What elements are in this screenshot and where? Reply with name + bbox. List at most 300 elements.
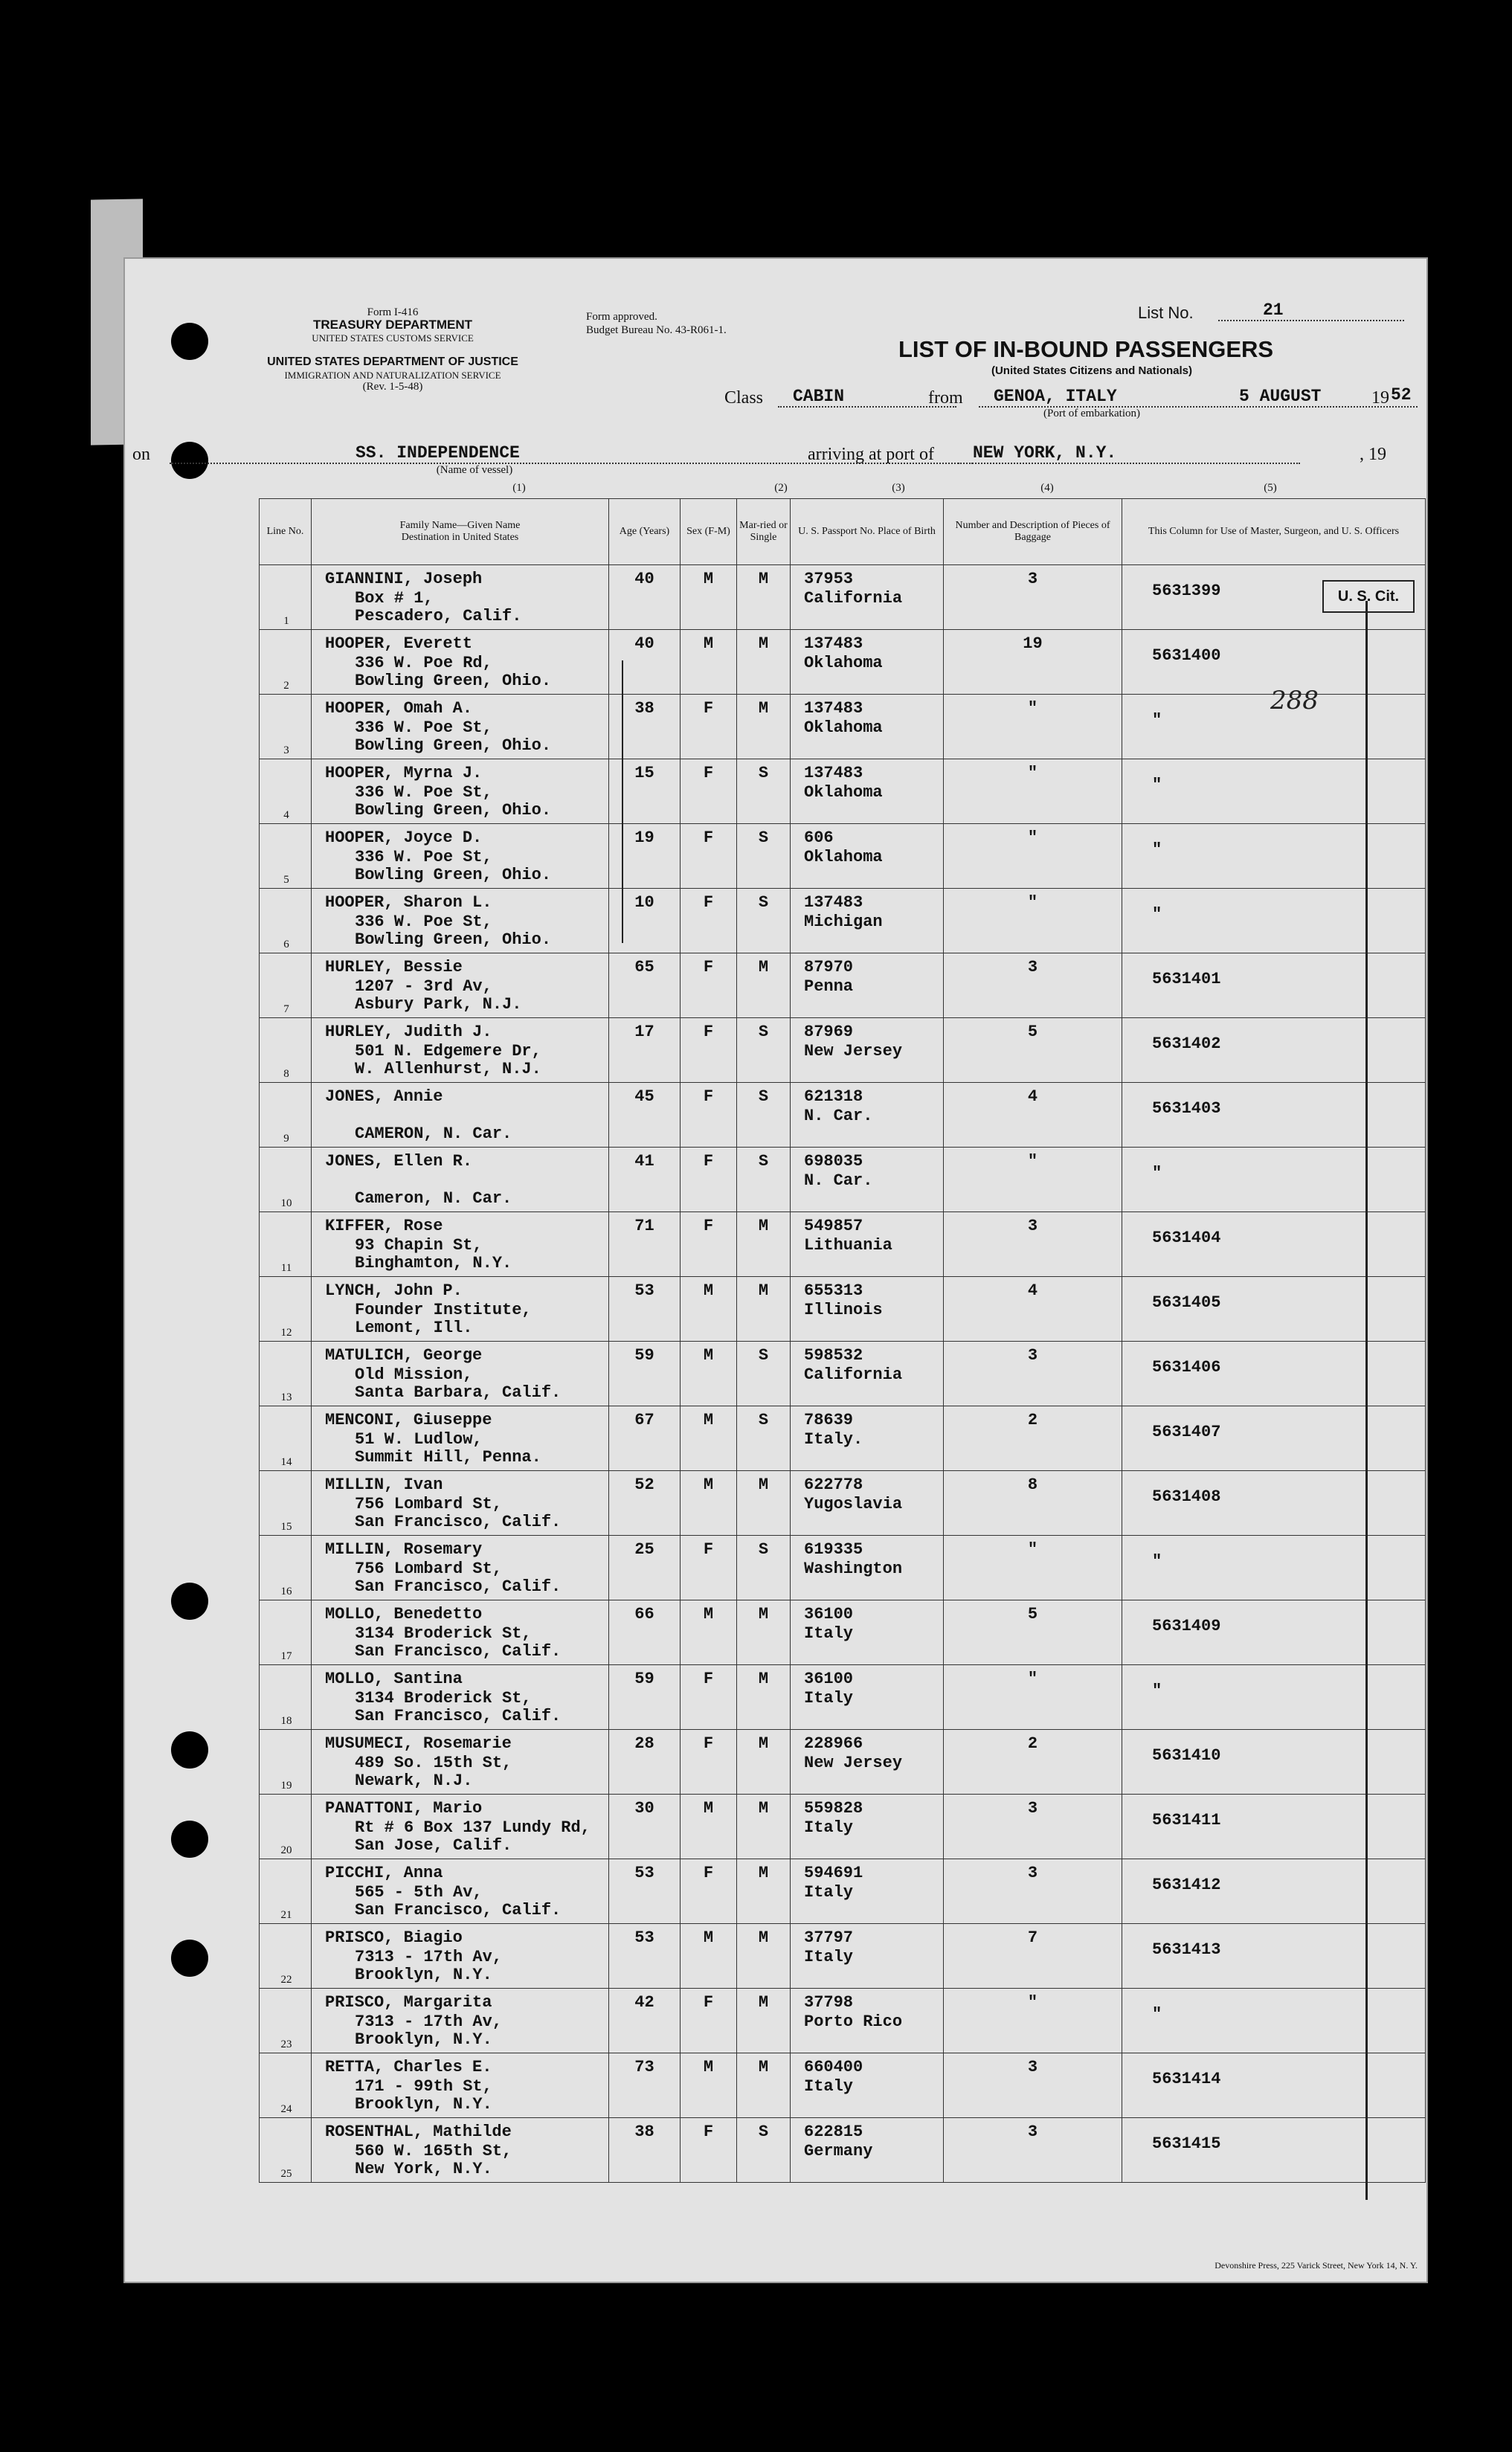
- line-number: 14: [280, 1456, 292, 1468]
- place-of-birth: Oklahoma: [804, 848, 883, 866]
- baggage-cell: [944, 630, 1122, 695]
- marital-status: S: [758, 1540, 769, 1559]
- form-approved: Form approved.: [586, 311, 657, 323]
- line-number: 18: [280, 1715, 292, 1727]
- place-of-birth: Lithuania: [804, 1236, 892, 1255]
- passport-number: 87969: [804, 1023, 854, 1041]
- baggage-count: 5: [1027, 1605, 1038, 1624]
- address-line-1: 336 W. Poe St,: [355, 783, 492, 802]
- place-of-birth: Italy: [804, 1883, 854, 1902]
- baggage-count: 3: [1027, 2058, 1038, 2076]
- passport-cell: [791, 1342, 944, 1406]
- passport-number: 37798: [804, 1993, 854, 2012]
- marital-cell: [737, 1342, 791, 1406]
- sex-cell: [681, 695, 737, 759]
- officer-number: 5631412: [1152, 1876, 1221, 1894]
- sex-cell: [681, 1471, 737, 1536]
- passenger-name: MILLIN, Rosemary: [325, 1540, 483, 1559]
- officer-number: 5631407: [1152, 1423, 1221, 1441]
- form-revision: (Rev. 1-5-48): [362, 381, 423, 393]
- name-cell: [312, 824, 609, 889]
- address-line-1: 756 Lombard St,: [355, 1495, 503, 1513]
- officer-cell: [1122, 1342, 1426, 1406]
- address-line-2: Bowling Green, Ohio.: [355, 672, 552, 690]
- name-cell: [312, 1406, 609, 1471]
- baggage-count: 3: [1027, 1346, 1038, 1365]
- marital-status: M: [758, 1476, 769, 1494]
- address-line-2: Bowling Green, Ohio.: [355, 930, 552, 949]
- sex-cell: [681, 1148, 737, 1212]
- marital-status: M: [758, 699, 769, 718]
- sex: M: [703, 1928, 714, 1947]
- officer-cell: [1122, 759, 1426, 824]
- age-cell: [609, 1730, 681, 1795]
- age-cell: [609, 695, 681, 759]
- address-line-2: Asbury Park, N.J.: [355, 995, 522, 1014]
- passport-cell: [791, 1665, 944, 1730]
- place-of-birth: Washington: [804, 1560, 903, 1578]
- sex-cell: [681, 759, 737, 824]
- marital-status: M: [758, 2058, 769, 2076]
- class-value: CABIN: [778, 387, 956, 408]
- place-of-birth: California: [804, 589, 903, 608]
- line-number: 4: [283, 809, 289, 821]
- printer-imprint: Devonshire Press, 225 Varick Street, New York 14, N. Y.: [1215, 2260, 1418, 2271]
- name-cell: [312, 953, 609, 1018]
- marital-status: S: [758, 828, 769, 847]
- line-number-cell: [260, 1989, 312, 2053]
- marital-status: M: [758, 1734, 769, 1753]
- passport-cell: [791, 1277, 944, 1342]
- baggage-count: 4: [1027, 1087, 1038, 1106]
- marital-cell: [737, 1730, 791, 1795]
- marital-status: M: [758, 634, 769, 653]
- baggage-cell: [944, 1600, 1122, 1665]
- address-line-1: 336 W. Poe St,: [355, 718, 492, 737]
- line-number-cell: [260, 1795, 312, 1859]
- marital-cell: [737, 889, 791, 953]
- address-line-1: 171 - 99th St,: [355, 2077, 492, 2096]
- line-number-cell: [260, 1148, 312, 1212]
- age: 53: [634, 1928, 654, 1947]
- baggage-cell: [944, 1665, 1122, 1730]
- passport-number: 606: [804, 828, 834, 847]
- line-number: 1: [283, 615, 289, 627]
- sex: M: [703, 1411, 714, 1429]
- marital-cell: [737, 1536, 791, 1600]
- passenger-name: KIFFER, Rose: [325, 1217, 443, 1235]
- marital-status: S: [758, 1023, 769, 1041]
- passenger-list-sheet: [125, 259, 1426, 2282]
- age-cell: [609, 1665, 681, 1730]
- marital-status: M: [758, 1928, 769, 1947]
- officer-number: 5631406: [1152, 1358, 1221, 1377]
- address-line-2: Lemont, Ill.: [355, 1319, 473, 1337]
- officer-number: 5631400: [1152, 646, 1221, 665]
- name-cell: [312, 2053, 609, 2118]
- line-number: 23: [280, 2038, 292, 2050]
- table-row: [260, 759, 1426, 824]
- col-num-4: (4): [1040, 482, 1054, 494]
- passport-cell: [791, 1600, 944, 1665]
- age-cell: [609, 1277, 681, 1342]
- sex: F: [703, 958, 714, 976]
- age: 30: [634, 1799, 654, 1818]
- age: 28: [634, 1734, 654, 1753]
- age-cell: [609, 2053, 681, 2118]
- officer-number: 5631414: [1152, 2070, 1221, 2088]
- header-sex: Sex (F-M): [681, 499, 737, 565]
- officer-cell: [1122, 1665, 1426, 1730]
- baggage-count: 2: [1027, 1734, 1038, 1753]
- age: 67: [634, 1411, 654, 1429]
- passenger-name: GIANNINI, Joseph: [325, 570, 483, 588]
- name-cell: [312, 1989, 609, 2053]
- age: 17: [634, 1023, 654, 1041]
- baggage-count: ": [1027, 893, 1038, 912]
- line-number-cell: [260, 1212, 312, 1277]
- place-of-birth: Italy: [804, 1624, 854, 1643]
- passport-number: 559828: [804, 1799, 863, 1818]
- passport-cell: [791, 565, 944, 630]
- officer-number: 5631415: [1152, 2134, 1221, 2153]
- marital-status: S: [758, 2123, 769, 2141]
- baggage-cell: [944, 695, 1122, 759]
- marital-cell: [737, 759, 791, 824]
- table-row: [260, 630, 1426, 695]
- baggage-cell: [944, 1277, 1122, 1342]
- sex-cell: [681, 1212, 737, 1277]
- passenger-name: HOOPER, Everett: [325, 634, 473, 653]
- marital-cell: [737, 1795, 791, 1859]
- table-row: [260, 1665, 1426, 1730]
- age-cell: [609, 630, 681, 695]
- officer-number: 5631409: [1152, 1617, 1221, 1635]
- passport-number: 660400: [804, 2058, 863, 2076]
- col-num-3: (3): [892, 482, 905, 494]
- passport-cell: [791, 1795, 944, 1859]
- punch-hole: [171, 1821, 208, 1858]
- line-number-cell: [260, 1730, 312, 1795]
- age: 66: [634, 1605, 654, 1624]
- address-line-1: 336 W. Poe St,: [355, 913, 492, 931]
- sex: M: [703, 634, 714, 653]
- table-row: [260, 695, 1426, 759]
- age: 10: [634, 893, 654, 912]
- baggage-cell: [944, 1083, 1122, 1148]
- age: 19: [634, 828, 654, 847]
- sex-cell: [681, 630, 737, 695]
- officer-number: 5631404: [1152, 1229, 1221, 1247]
- baggage-count: 19: [1023, 634, 1043, 653]
- age-cell: [609, 1342, 681, 1406]
- baggage-cell: [944, 889, 1122, 953]
- passport-number: 37953: [804, 570, 854, 588]
- age: 45: [634, 1087, 654, 1106]
- marital-status: S: [758, 1087, 769, 1106]
- line-number-cell: [260, 824, 312, 889]
- passport-number: 622815: [804, 2123, 863, 2141]
- sex-cell: [681, 1989, 737, 2053]
- line-number: 10: [280, 1197, 292, 1209]
- line-number-cell: [260, 953, 312, 1018]
- sex-cell: [681, 2053, 737, 2118]
- marital-cell: [737, 1989, 791, 2053]
- sex-cell: [681, 953, 737, 1018]
- line-number-cell: [260, 1471, 312, 1536]
- name-cell: [312, 889, 609, 953]
- table-row: [260, 565, 1426, 630]
- officer-cell: [1122, 1148, 1426, 1212]
- officer-cell: [1122, 1924, 1426, 1989]
- age-cell: [609, 1471, 681, 1536]
- baggage-count: 3: [1027, 958, 1038, 976]
- address-line-2: Bowling Green, Ohio.: [355, 866, 552, 884]
- page-subtitle: (United States Citizens and Nationals): [991, 364, 1193, 377]
- passport-number: 137483: [804, 699, 863, 718]
- officer-number: ": [1152, 1552, 1162, 1571]
- place-of-birth: Italy: [804, 2077, 854, 2096]
- baggage-count: ": [1027, 1540, 1038, 1559]
- from-label: from: [928, 388, 963, 408]
- place-of-birth: Italy.: [804, 1430, 863, 1449]
- address-line-2: W. Allenhurst, N.J.: [355, 1060, 541, 1078]
- sex-cell: [681, 1083, 737, 1148]
- marital-status: M: [758, 1799, 769, 1818]
- address-line-1: 7313 - 17th Av,: [355, 1948, 503, 1966]
- address-line-2: Summit Hill, Penna.: [355, 1448, 541, 1467]
- passport-number: 37797: [804, 1928, 854, 1947]
- baggage-cell: [944, 1406, 1122, 1471]
- passenger-name: HOOPER, Myrna J.: [325, 764, 483, 782]
- address-line-1: 3134 Broderick St,: [355, 1689, 532, 1708]
- passport-cell: [791, 953, 944, 1018]
- baggage-count: 3: [1027, 570, 1038, 588]
- passenger-name: ROSENTHAL, Mathilde: [325, 2123, 512, 2141]
- passenger-name: JONES, Annie: [325, 1087, 443, 1106]
- vessel-name: SS. INDEPENDENCE: [170, 443, 973, 464]
- passport-number: 655313: [804, 1281, 863, 1300]
- sex-cell: [681, 1342, 737, 1406]
- officer-number: ": [1152, 776, 1162, 794]
- sex: F: [703, 1734, 714, 1753]
- justice-dept: UNITED STATES DEPARTMENT OF JUSTICE: [267, 355, 518, 368]
- line-number: 20: [280, 1844, 292, 1856]
- address-line-2: San Francisco, Calif.: [355, 1513, 562, 1531]
- passport-cell: [791, 2118, 944, 2183]
- age: 59: [634, 1346, 654, 1365]
- header-passport: U. S. Passport No. Place of Birth: [791, 499, 944, 565]
- name-cell: [312, 630, 609, 695]
- baggage-cell: [944, 2053, 1122, 2118]
- line-number-cell: [260, 1277, 312, 1342]
- line-number-cell: [260, 1342, 312, 1406]
- baggage-cell: [944, 1859, 1122, 1924]
- officer-number: ": [1152, 711, 1162, 730]
- marital-status: M: [758, 1217, 769, 1235]
- age: 53: [634, 1864, 654, 1882]
- line-number: 13: [280, 1391, 292, 1403]
- sex-cell: [681, 1924, 737, 1989]
- sex: F: [703, 764, 714, 782]
- officer-cell: [1122, 1212, 1426, 1277]
- place-of-birth: Italy: [804, 1948, 854, 1966]
- age-cell: [609, 1148, 681, 1212]
- address-line-1: 565 - 5th Av,: [355, 1883, 483, 1902]
- baggage-cell: [944, 1148, 1122, 1212]
- passenger-name: MATULICH, George: [325, 1346, 483, 1365]
- passport-cell: [791, 1924, 944, 1989]
- officer-cell: [1122, 824, 1426, 889]
- line-number-cell: [260, 2053, 312, 2118]
- passport-number: 36100: [804, 1670, 854, 1688]
- age-cell: [609, 565, 681, 630]
- sex: F: [703, 893, 714, 912]
- table-row: [260, 1083, 1426, 1148]
- place-of-birth: Illinois: [804, 1301, 883, 1319]
- age: 38: [634, 2123, 654, 2141]
- officer-number: 5631405: [1152, 1293, 1221, 1312]
- age-cell: [609, 1989, 681, 2053]
- address-line-1: Founder Institute,: [355, 1301, 532, 1319]
- treasury-dept: TREASURY DEPARTMENT: [312, 318, 473, 332]
- address-line-1: 336 W. Poe Rd,: [355, 654, 492, 672]
- passport-cell: [791, 630, 944, 695]
- passport-number: 137483: [804, 634, 863, 653]
- line-number: 2: [283, 680, 289, 692]
- customs-service: UNITED STATES CUSTOMS SERVICE: [312, 332, 474, 344]
- line-number-cell: [260, 1600, 312, 1665]
- name-cell: [312, 1212, 609, 1277]
- line-number-cell: [260, 1018, 312, 1083]
- baggage-cell: [944, 1212, 1122, 1277]
- age: 25: [634, 1540, 654, 1559]
- sex-cell: [681, 1536, 737, 1600]
- line-number: 8: [283, 1068, 289, 1080]
- address-line-2: Brooklyn, N.Y.: [355, 2030, 492, 2049]
- address-line-1: 7313 - 17th Av,: [355, 2012, 503, 2031]
- line-number: 7: [283, 1003, 289, 1015]
- punch-hole: [171, 1731, 208, 1769]
- marital-cell: [737, 565, 791, 630]
- col-num-2: (2): [774, 482, 788, 494]
- address-line-1: 1207 - 3rd Av,: [355, 977, 492, 996]
- passenger-name: MUSUMECI, Rosemarie: [325, 1734, 512, 1753]
- passenger-table: [259, 498, 1426, 2183]
- passenger-name: HOOPER, Omah A.: [325, 699, 473, 718]
- age-cell: [609, 1924, 681, 1989]
- officer-cell: [1122, 1536, 1426, 1600]
- officer-cell: [1122, 953, 1426, 1018]
- officer-cell: [1122, 889, 1426, 953]
- place-of-birth: N. Car.: [804, 1171, 873, 1190]
- officer-cell: [1122, 1600, 1426, 1665]
- address-line-1: 51 W. Ludlow,: [355, 1430, 483, 1449]
- name-cell: [312, 1148, 609, 1212]
- line-number: 6: [283, 939, 289, 950]
- name-cell: [312, 1277, 609, 1342]
- officer-number: ": [1152, 840, 1162, 859]
- line-number-cell: [260, 1536, 312, 1600]
- line-number-cell: [260, 1665, 312, 1730]
- bracket-mark: [622, 660, 623, 943]
- age: 15: [634, 764, 654, 782]
- table-row: [260, 1859, 1426, 1924]
- line-number: 9: [283, 1133, 289, 1145]
- sex: M: [703, 2058, 714, 2076]
- table-row: [260, 824, 1426, 889]
- officer-cell: [1122, 1730, 1426, 1795]
- name-cell: [312, 1859, 609, 1924]
- baggage-cell: [944, 1924, 1122, 1989]
- passport-number: 137483: [804, 893, 863, 912]
- table-row: [260, 1148, 1426, 1212]
- punch-hole: [171, 1583, 208, 1620]
- table-row: [260, 889, 1426, 953]
- passenger-name: LYNCH, John P.: [325, 1281, 463, 1300]
- baggage-cell: [944, 2118, 1122, 2183]
- address-line-2: Cameron, N. Car.: [355, 1189, 512, 1208]
- marital-cell: [737, 1083, 791, 1148]
- passport-cell: [791, 1536, 944, 1600]
- table-row: [260, 2053, 1426, 2118]
- sex: F: [703, 1670, 714, 1688]
- age: 52: [634, 1476, 654, 1494]
- officer-number: ": [1152, 905, 1162, 924]
- sex-cell: [681, 2118, 737, 2183]
- officer-number: ": [1152, 1164, 1162, 1182]
- name-cell: [312, 1665, 609, 1730]
- officer-cell: [1122, 1795, 1426, 1859]
- name-cell: [312, 1471, 609, 1536]
- table-row: [260, 2118, 1426, 2183]
- name-cell: [312, 759, 609, 824]
- age: 42: [634, 1993, 654, 2012]
- marital-cell: [737, 824, 791, 889]
- port-caption: (Port of embarkation): [1043, 408, 1140, 419]
- header-age: Age (Years): [609, 499, 681, 565]
- line-number: 12: [280, 1327, 292, 1339]
- line-number-cell: [260, 630, 312, 695]
- sex-cell: [681, 1600, 737, 1665]
- place-of-birth: New Jersey: [804, 1042, 903, 1061]
- sex: F: [703, 1087, 714, 1106]
- vessel-caption: (Name of vessel): [436, 464, 513, 476]
- place-of-birth: Penna: [804, 977, 854, 996]
- ins-service: IMMIGRATION AND NATURALIZATION SERVICE: [284, 370, 501, 381]
- address-line-2: Brooklyn, N.Y.: [355, 2095, 492, 2114]
- address-line-1: 3134 Broderick St,: [355, 1624, 532, 1643]
- sex-cell: [681, 1795, 737, 1859]
- line-number: 25: [280, 2168, 292, 2180]
- marital-status: M: [758, 958, 769, 976]
- name-cell: [312, 1795, 609, 1859]
- line-number-cell: [260, 1924, 312, 1989]
- age: 53: [634, 1281, 654, 1300]
- marital-status: M: [758, 1864, 769, 1882]
- table-row: [260, 1342, 1426, 1406]
- officer-number: 5631403: [1152, 1099, 1221, 1118]
- sex: M: [703, 1476, 714, 1494]
- age-cell: [609, 1859, 681, 1924]
- line-number: 15: [280, 1521, 292, 1533]
- age-cell: [609, 1600, 681, 1665]
- place-of-birth: Oklahoma: [804, 783, 883, 802]
- line-number-cell: [260, 695, 312, 759]
- officer-number: 5631408: [1152, 1487, 1221, 1506]
- line-number-cell: [260, 2118, 312, 2183]
- passenger-name: HOOPER, Sharon L.: [325, 893, 492, 912]
